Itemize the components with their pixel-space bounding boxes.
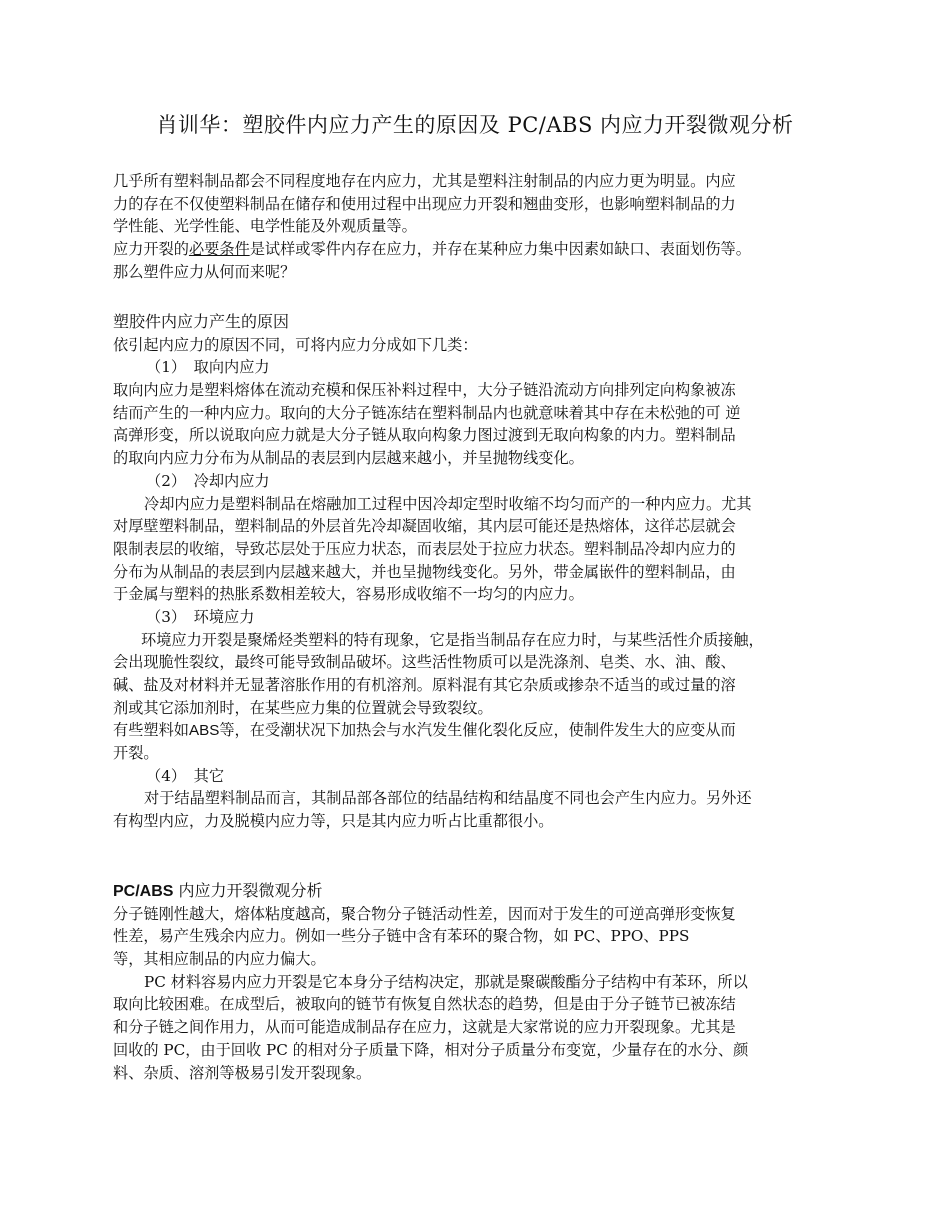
text-line: 对厚壁塑料制品，塑料制品的外层首先冷却凝固收缩，其内层可能还是热熔体，这徉芯层就会 [113,517,736,536]
text-line: 会出现脆性裂纹，最终可能导致制品破坏。这些活性物质可以是洗涤剂、皂类、水、油、酸、 [113,653,736,672]
text-line: 碱、盐及对材料并无显著溶胀作用的有机溶剂。原料混有其它杂质或掺杂不适当的或过量的溶 [113,676,736,694]
text-line: 取向内应力是塑料熔体在流动充模和保压补料过程中，大分子链沿流动方向排列定向构象被冻 [113,381,736,400]
intro-paragraph [113,170,858,283]
text-line: 取向比较困难。在成型后，被取向的链节有恢复自然状态的趋势，但是由于分子链节已被冻结 [113,995,736,1014]
underlined-term: 必要条件 [188,240,250,259]
text-line: 力的存在不仅使塑料制品在储存和使用过程中出现应力开裂和翘曲变形，也影响塑料制品的力 [113,194,736,213]
text-line: 料、杂质、溶剂等极易引发开裂现象。 [113,1063,372,1082]
text-line: 剂或其它添加剂时，在某些应力集的位置就会导致裂纹。 [113,698,493,717]
item-label: （2） 冷却内应力 [146,471,270,490]
text-line: 分布为从制品的表层到内层越来越大，并也呈抛物线变化。另外，带金属嵌件的塑料制品，由 [113,562,736,581]
text-line: 有构型内应，力及脱模内应力等，只是其内应力听占比重都很小。 [113,812,554,831]
item-label: （1） 取向内应力 [146,358,270,377]
text-line: 结而产生的一种内应力。取向的大分子链冻结在塑料制品内也就意味着其中存在未松弛的可 逆 [113,403,741,422]
section-heading: 塑胶件内应力产生的原因 [113,312,290,331]
text-line: 环境应力开裂是聚烯烃类塑料的特有现象，它是指当制品存在应力时，与某些活性介质接触， [141,630,764,649]
text-line [113,238,858,261]
text-span: 是试样或零件内存在应力，并存在某种应力集中因素如缺口、表面划伤等。 [249,240,751,259]
text-span: 应力开裂的 [113,240,189,259]
text-line: 依引起内应力的原因不同，可将内应力分成如下几类： [113,335,478,354]
text-span: 等，在受潮状况下加热会与水汽发生催化裂化反应，使制件发生大的应变从而 [219,721,736,740]
text-span: 有些塑料如 [113,721,189,740]
heading-bold: PC/ABS [113,883,174,900]
section-causes [113,311,858,833]
text-line: 回收的 PC，由于回收 PC 的相对分子质量下降，相对分子质量分布变宽，少量存在的水分、颜 [113,1040,749,1059]
text-line: 和分子链之间作用力，从而可能造成制品存在应力，这就是大家常说的应力开裂现象。尤其是 [113,1018,736,1037]
text-line: 学性能、光学性能、电学性能及外观质量等。 [113,217,417,236]
text-line: 限制表层的收缩，导致芯层处于压应力状态，而表层处于拉应力状态。塑料制品冷却内应力的 [113,539,736,558]
text-line: 冷却内应力是塑料制品在熔融加工过程中因冷却定型时收缩不均匀而产的一种内应力。尤其 [144,494,752,513]
text-line [113,719,858,742]
text-line: PC 材料容易内应力开裂是它本身分子结构决定，那就是聚碳酸酯分子结构中有苯环，所以 [144,972,748,991]
section-pc-abs [113,880,858,1084]
text-line: 对于结晶塑料制品而言，其制品部各部位的结晶结构和结晶度不同也会产生内应力。另外还 [144,789,752,808]
text-line: 等，其相应制品的内应力偏大。 [113,950,326,969]
text-line: 分子链刚性越大，熔体粘度越高，聚合物分子链活动性差，因而对于发生的可逆高弹形变恢复 [113,904,736,923]
item-label: （3） 环境应力 [146,607,255,626]
text-line: 开裂。 [113,744,159,763]
page-title: 肖训华：塑胶件内应力产生的原因及 PC/ABS 内应力开裂微观分析 [156,113,794,137]
text-line: 于金属与塑料的热胀系数相差较大，容易形成收缩不一均匀的内应力。 [113,585,584,604]
text-line: 性差，易产生残余内应力。例如一些分子链中含有苯环的聚合物，如 PC、PPO、PPS [113,927,690,946]
text-line: 几乎所有塑料制品都会不同程度地存在内应力，尤其是塑料注射制品的内应力更为明显。内应 [113,172,736,190]
section-heading [113,880,858,903]
text-line: 高弹形变，所以说取向应力就是大分子链从取向构象力图过渡到无取向构象的内力。塑料制品 [113,426,736,445]
material-term: ABS [188,722,220,740]
text-line: 那么塑件应力从何而来呢？ [113,262,296,281]
text-line: 的取向内应力分布为从制品的表层到内层越来越小，并呈抛物线变化。 [113,449,584,468]
item-label: （4） 其它 [146,766,225,785]
heading-rest: 内应力开裂微观分析 [173,881,323,900]
